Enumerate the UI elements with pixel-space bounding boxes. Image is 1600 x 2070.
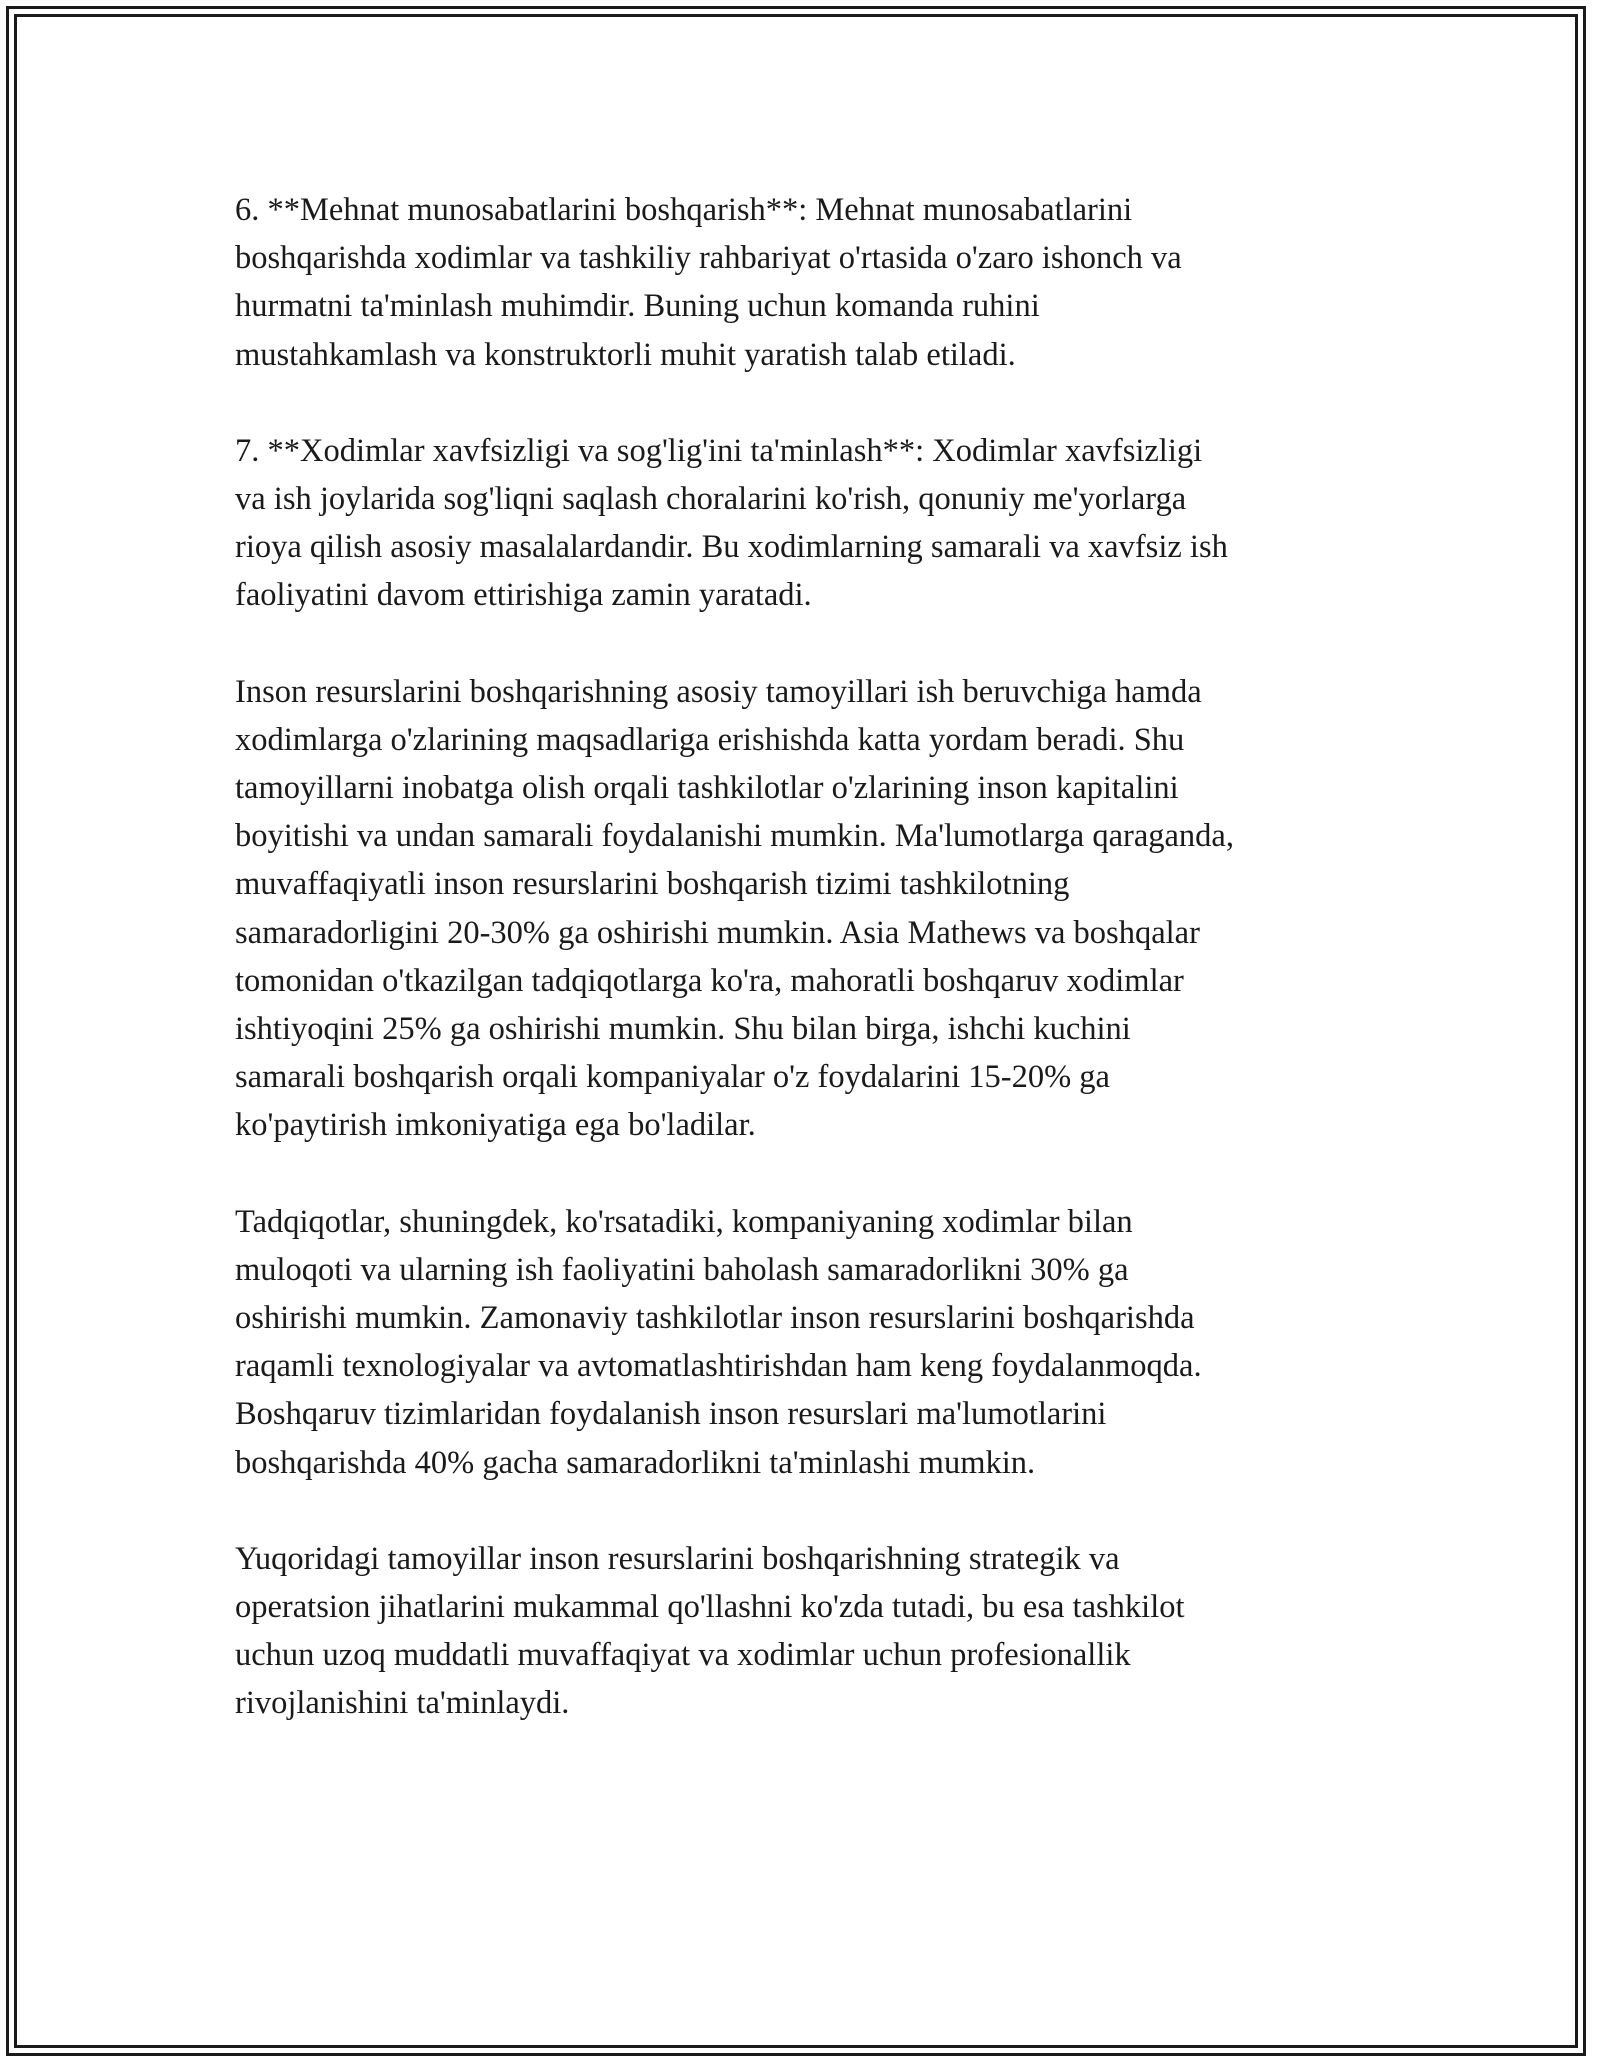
text-line: samaradorligini 20-30% ga oshirishi mumkin. Asia Mathews va boshqalar (235, 914, 1200, 951)
text-line: Boshqaruv tizimlaridan foydalanish inson resurslari ma'lumotlarini (235, 1396, 1107, 1433)
text-line: muloqoti va ularning ish faoliyatini baholash samaradorlikni 30% ga (235, 1251, 1129, 1288)
text-line: Yuqoridagi tamoyillar inson resurslarini boshqarishning strategik va (235, 1540, 1120, 1577)
text-line: ko'paytirish imkoniyatiga ega bo'ladilar. (235, 1107, 756, 1144)
text-line: ishtiyoqini 25% ga oshirishi mumkin. Shu bilan birga, ishchi kuchini (235, 1011, 1131, 1048)
paragraph-hr-principles (235, 668, 1365, 1150)
text-line: tomonidan o'tkazilgan tadqiqotlarga ko'ra, mahoratli boshqaruv xodimlar (235, 962, 1184, 999)
text-line: 6. **Mehnat munosabatlarini boshqarish**: Mehnat munosabatlarini (235, 192, 1133, 228)
paragraph-research (235, 1198, 1365, 1487)
text-line: hurmatni ta'minlash muhimdir. Buning uchun komanda ruhini (235, 288, 1040, 325)
text-line: boyitishi va undan samarali foydalanishi mumkin. Ma'lumotlarga qaraganda, (235, 818, 1234, 855)
paragraph-labor-relations (235, 186, 1365, 379)
text-line: faoliyatini davom ettirishiga zamin yaratadi. (235, 577, 812, 614)
text-line: raqamli texnologiyalar va avtomatlashtirishdan ham keng foydalanmoqda. (235, 1348, 1202, 1385)
paragraph-employee-safety (235, 427, 1365, 620)
text-line: uchun uzoq muddatli muvaffaqiyat va xodimlar uchun profesionallik (235, 1637, 1131, 1674)
text-line: boshqarishda 40% gacha samaradorlikni ta'minlashi mumkin. (235, 1444, 1036, 1481)
text-line: samarali boshqarish orqali kompaniyalar o'z foydalarini 15-20% ga (235, 1059, 1110, 1096)
text-line: Inson resurslarini boshqarishning asosiy tamoyillari ish beruvchiga hamda (235, 673, 1202, 710)
text-line: va ish joylarida sog'liqni saqlash choralarini ko'rish, qonuniy me'yorlarga (235, 481, 1187, 518)
text-line: tamoyillarni inobatga olish orqali tashkilotlar o'zlarining inson kapitalini (235, 770, 1179, 807)
document-body (235, 186, 1365, 1776)
text-line: mustahkamlash va konstruktorli muhit yaratish talab etiladi. (235, 336, 1016, 373)
text-line: boshqarishda xodimlar va tashkiliy rahbariyat o'rtasida o'zaro ishonch va (235, 240, 1182, 277)
text-line: oshirishi mumkin. Zamonaviy tashkilotlar inson resurslarini boshqarishda (235, 1300, 1195, 1337)
text-line: rioya qilish asosiy masalalardandir. Bu xodimlarning samarali va xavfsiz ish (235, 529, 1228, 566)
paragraph-conclusion (235, 1535, 1365, 1728)
text-line: xodimlarga o'zlarining maqsadlariga erishishda katta yordam beradi. Shu (235, 721, 1185, 758)
text-line: operatsion jihatlarini mukammal qo'llashni ko'zda tutadi, bu esa tashkilot (235, 1589, 1185, 1626)
text-line: muvaffaqiyatli inson resurslarini boshqarish tizimi tashkilotning (235, 866, 1070, 903)
text-line: rivojlanishini ta'minlaydi. (235, 1685, 570, 1722)
text-line: Tadqiqotlar, shuningdek, ko'rsatadiki, kompaniyaning xodimlar bilan (235, 1203, 1133, 1240)
text-line: 7. **Xodimlar xavfsizligi va sog'lig'ini ta'minlash**: Xodimlar xavfsizligi (235, 432, 1203, 469)
